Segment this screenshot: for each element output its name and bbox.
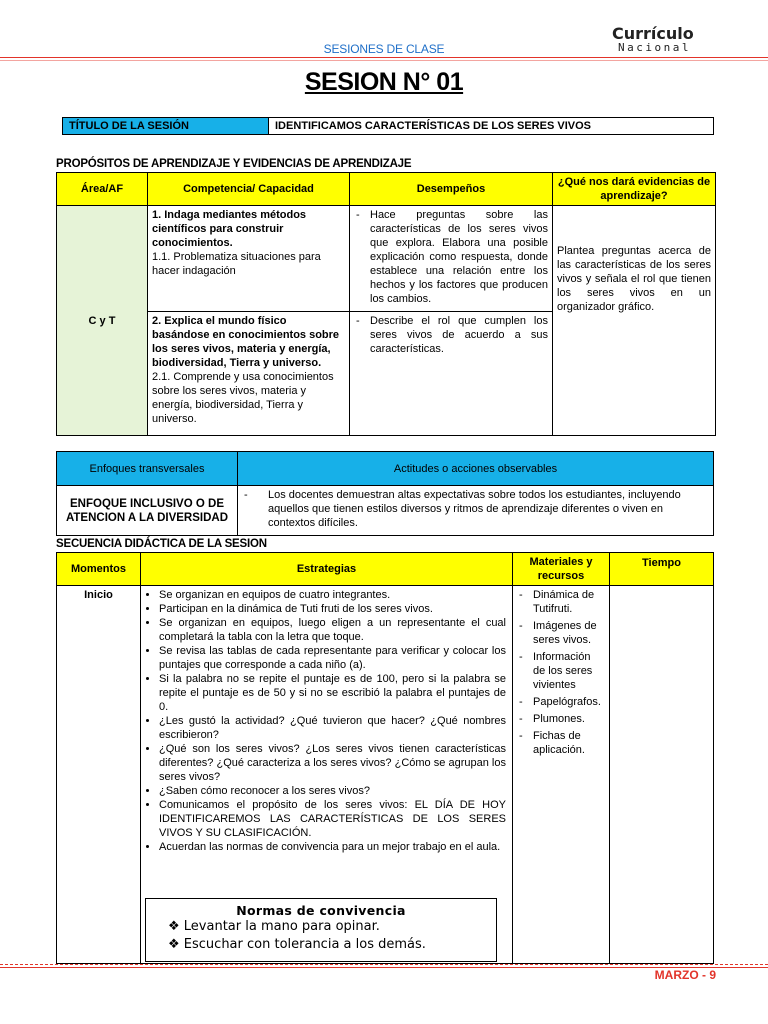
normas-title: Normas de convivencia [236, 903, 406, 918]
material-item: - Imágenes de seres vivos. [517, 619, 605, 647]
materiales-list [517, 588, 605, 757]
propositos-table [56, 172, 716, 436]
material-item: - Información de los seres vivientes [517, 650, 605, 692]
header-desempenos: Desempeños [350, 173, 553, 206]
header-competencia: Competencia/ Capacidad [148, 173, 350, 206]
area-cell: C y T [57, 206, 148, 436]
header-estrategias: Estrategias [141, 553, 513, 586]
competencia-2 [148, 312, 350, 436]
estrategia-item: • ¿Saben cómo reconocer a los seres vivos? [159, 784, 506, 798]
material-item: - Fichas de aplicación. [517, 729, 605, 757]
estrategia-item: • Comunicamos el propósito de los seres vivos: EL DÍA DE HOY IDENTIFICAREMOS LAS CARACTERÍSTICAS DE LOS SERES VIVOS Y SU CLASIFICACIÓN. [159, 798, 506, 840]
estrategia-item: • Se organizan en equipos de cuatro integrantes. [159, 588, 506, 602]
header-actitudes: Actitudes o acciones observables [238, 452, 714, 486]
header-evidencias: ¿Qué nos dará evidencias de aprendizaje? [553, 173, 716, 206]
propositos-heading: PROPÓSITOS DE APRENDIZAJE Y EVIDENCIAS DE APRENDIZAJE [56, 158, 412, 170]
header-rule-light [0, 60, 768, 61]
normas-item-1-text: Levantar la mano para opinar. [183, 919, 380, 934]
header-area: Área/AF [57, 173, 148, 206]
header-momentos: Momentos [57, 553, 141, 586]
enfoques-table [56, 451, 714, 536]
diamond-bullet-icon: ❖ [168, 937, 180, 952]
logo-curriculo: Currículo [612, 24, 694, 43]
desempeno-1-cell [350, 206, 553, 312]
titulo-label: TÍTULO DE LA SESIÓN [63, 118, 269, 135]
competencia-2-title: 2. Explica el mundo físico basándose en conocimientos sobre los seres vivos, materia y energía, biodiversidad, Tierra y universo. [152, 315, 340, 369]
footer-rule [0, 964, 768, 966]
competencia-1-title: 1. Indaga mediantes métodos científicos para construir conocimientos. [152, 209, 307, 249]
estrategia-item: • ¿Qué son los seres vivos? ¿Los seres vivos tienen características diferentes? ¿Qué caracteriza a los seres vivos? ¿Cómo se agrupan los seres vivos? [159, 742, 506, 784]
normas-item-2-text: Escuchar con tolerancia a los demás. [183, 937, 426, 952]
material-item: - Plumones. [517, 712, 605, 726]
normas-box [145, 898, 497, 962]
material-item: - Dinámica de Tutifruti. [517, 588, 605, 616]
competencia-1-capacidad: 1.1. Problematiza situaciones para hacer indagación [152, 251, 321, 277]
header-title: SESIONES DE CLASE [323, 42, 445, 56]
estrategia-item: • Se organizan en equipos, luego eligen a un representante el cual completará la tabla con la letra que toque. [159, 616, 506, 644]
momento-inicio: Inicio [57, 586, 141, 964]
actitud-text: - Los docentes demuestran altas expectativas sobre todos los estudiantes, incluyendo aquellos que tienen estilos diversos y ritmos de aprendizaje diferentes o viven en contextos difíciles. [242, 488, 709, 530]
diamond-bullet-icon: ❖ [168, 919, 180, 934]
estrategia-item: • Acuerdan las normas de convivencia para un mejor trabajo en el aula. [159, 840, 506, 854]
evidencia-cell: Plantea preguntas acerca de las características de los seres vivos y señala el rol que tienen los seres vivos en un organizador gráfico. [553, 206, 716, 436]
footer-page: MARZO - 9 [654, 968, 716, 982]
titulo-value: IDENTIFICAMOS CARACTERÍSTICAS DE LOS SERES VIVOS [269, 118, 714, 135]
desempeno-2-cell [350, 312, 553, 436]
header-enfoques: Enfoques transversales [57, 452, 238, 486]
desempeno-1: - Hace preguntas sobre las características de los seres vivos que explora. Elabora una posible explicación como respuesta, donde establece una relación entre los hechos y los factores que producen los cambios. [354, 208, 548, 306]
normas-item-1 [168, 918, 496, 936]
titulo-table [62, 117, 714, 135]
estrategias-list [145, 588, 506, 854]
logo-nacional: Nacional [618, 41, 691, 54]
material-item: - Papelógrafos. [517, 695, 605, 709]
estrategia-item: • Participan en la dinámica de Tuti fruti de los seres vivos. [159, 602, 506, 616]
header-tiempo: Tiempo [610, 553, 714, 586]
estrategia-item: • Si la palabra no se repite el puntaje es de 100, pero si la palabra se repite el puntaje es de 50 y si no se escribió la palabra el puntajes de 0. [159, 672, 506, 714]
header-materiales: Materiales y recursos [513, 553, 610, 586]
header-rule [0, 57, 768, 58]
session-title: SESION N° 01 [304, 68, 464, 96]
tiempo-cell [610, 586, 714, 964]
desempeno-2: - Describe el rol que cumplen los seres vivos de acuerdo a sus características. [354, 314, 548, 356]
estrategia-item: • Se revisa las tablas de cada representante para verificar y colocar los puntajes que corresponde a cada niño (a). [159, 644, 506, 672]
normas-item-2 [168, 936, 496, 954]
enfoque-cell: ENFOQUE INCLUSIVO O DE ATENCION A LA DIVERSIDAD [57, 486, 238, 536]
competencia-1 [148, 206, 350, 312]
footer-rule-2 [0, 967, 768, 968]
estrategia-item: • ¿Les gustó la actividad? ¿Qué tuvieron que hacer? ¿Qué nombres escribieron? [159, 714, 506, 742]
actitud-cell [238, 486, 714, 536]
materiales-cell [513, 586, 610, 964]
competencia-2-capacidad: 2.1. Comprende y usa conocimientos sobre los seres vivos, materia y energía, biodiversidad, Tierra y universo. [152, 371, 334, 425]
secuencia-heading: SECUENCIA DIDÁCTICA DE LA SESION [56, 538, 267, 550]
